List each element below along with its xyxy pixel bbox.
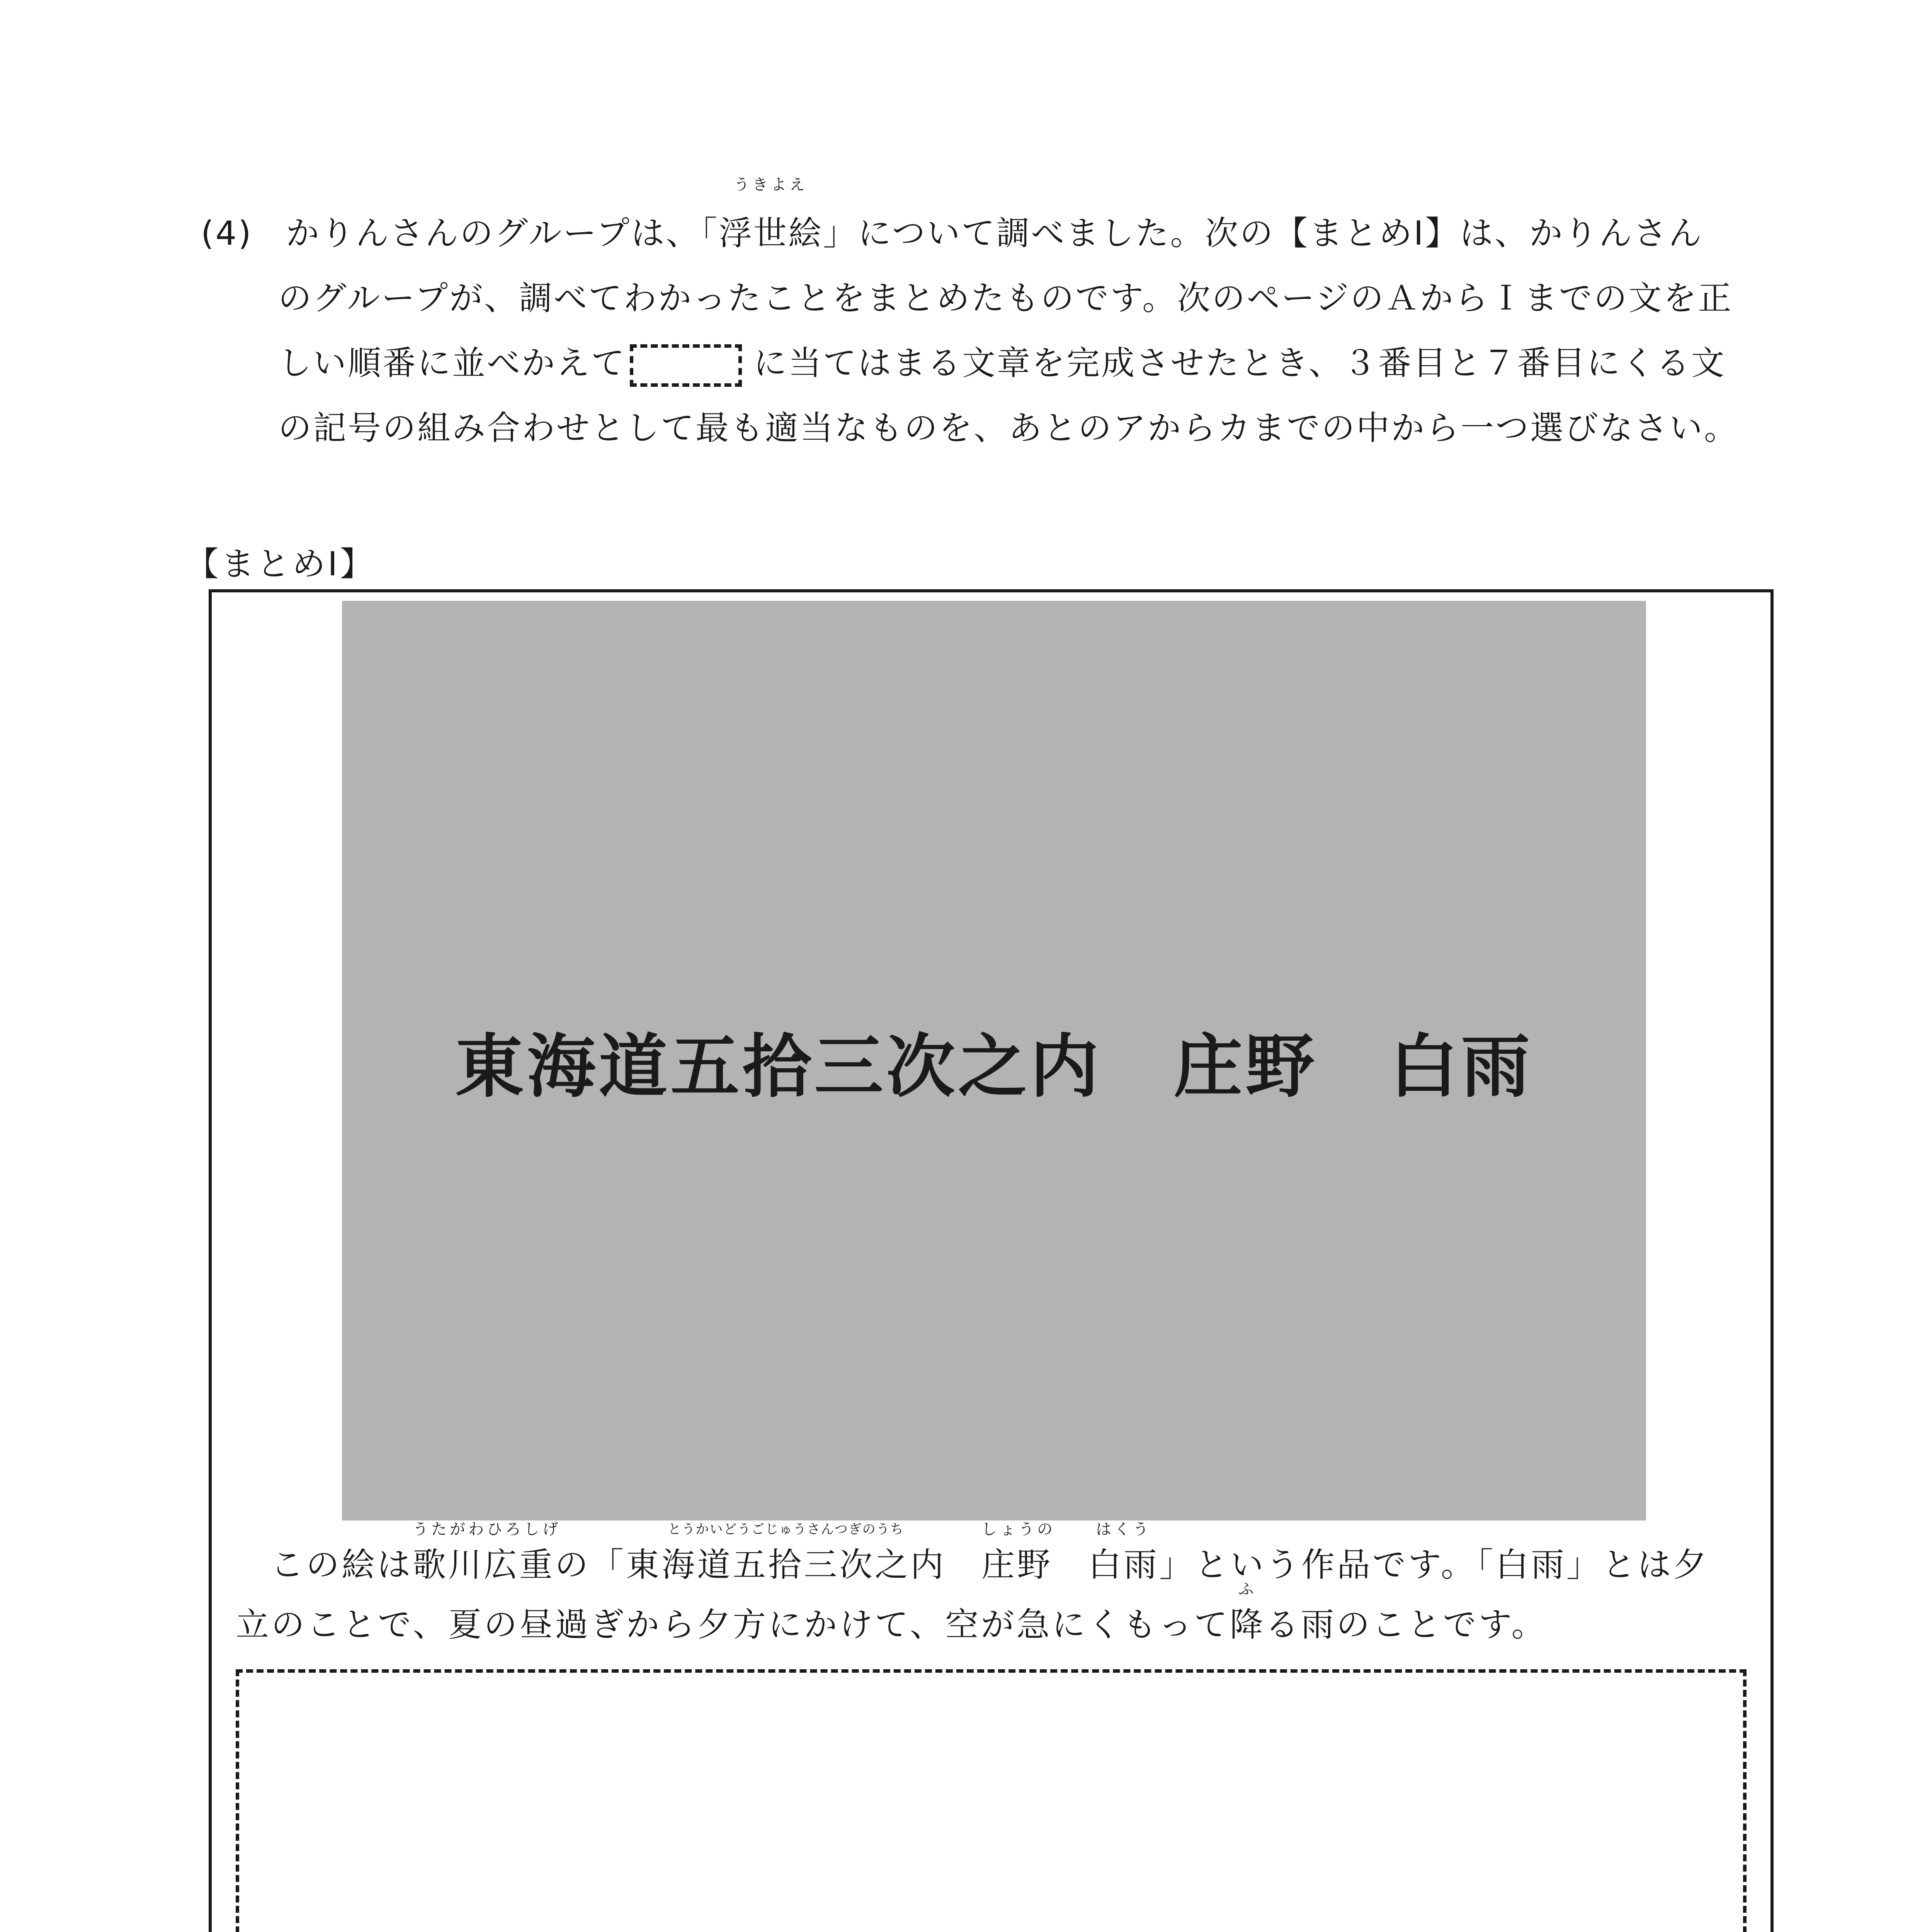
artwork-image-placeholder: [342, 601, 1646, 1520]
paragraph-1-line-1: [270, 1520, 1709, 1584]
p1-text-b: の「: [555, 1546, 626, 1584]
hakuu-ruby: [1088, 1520, 1159, 1584]
tokaido-furigana: とうかいどうごじゅうさんつぎのうち: [668, 1522, 904, 1537]
summary-heading: 【まとめⅠ】: [185, 545, 376, 583]
shono-furigana: しょうの: [981, 1520, 1056, 1538]
p1-text-d: [1053, 1546, 1088, 1584]
hakuu-word: 白雨: [1088, 1546, 1159, 1584]
question-line-1-before: かりんさんのグループは、「: [286, 214, 719, 253]
tokaido-word: 東海道五拾三次之内: [626, 1546, 946, 1584]
question-line-1-after: 」について調べました。次の【まとめⅠ】は、かりんさん: [823, 214, 1703, 253]
furu-furigana: ふ: [1238, 1580, 1257, 1598]
tokaido-ruby: [626, 1522, 946, 1584]
shono-ruby: [981, 1520, 1056, 1584]
hiroshige-word: 歌川広重: [413, 1546, 555, 1584]
hiroshige-furigana: うたがわひろしげ: [413, 1520, 561, 1538]
p1-text-e: 」という作品です。「白雨」とは夕: [1159, 1546, 1709, 1584]
p1-text-a: この絵は: [270, 1546, 413, 1584]
question-text: [201, 176, 1793, 461]
question-line-1: [201, 176, 1793, 266]
ukiyoe-furigana: うきよえ: [734, 176, 808, 194]
artwork-title: 東海道五拾三次之内 庄野 白雨: [455, 1027, 1533, 1107]
paragraph-1-line-2: [236, 1580, 1547, 1644]
question-line-4: の記号の組み合わせとして最も適当なものを、あとのアからカまでの中から一つ選びなさい。: [278, 409, 1739, 447]
p1-line2-text-a: 立のことで、夏の昼過ぎから夕方にかけて、空が急にくもって: [236, 1605, 1230, 1644]
hakuu-furigana: はくう: [1096, 1520, 1151, 1538]
ukiyoe-word: 浮世絵: [719, 214, 823, 253]
hiroshige-ruby: [413, 1520, 561, 1584]
furu-word: 降: [1230, 1605, 1265, 1644]
answer-blank-area: [236, 1669, 1747, 1932]
p1-line2-text-b: る雨のことです。: [1265, 1605, 1547, 1644]
question-line-3-before: しい順番に並べかえて: [278, 344, 626, 383]
p1-text-c: [946, 1546, 981, 1584]
question-line-3-after: に当てはまる文章を完成させたとき、３番目と７番目にくる文: [753, 344, 1726, 383]
ukiyoe-ruby: [719, 176, 823, 266]
question-line-3: [201, 331, 1793, 396]
furu-ruby: [1230, 1580, 1265, 1644]
shono-word: 庄野: [981, 1546, 1053, 1584]
question-line-2: のグループが、調べてわかったことをまとめたものです。次のページのＡからＩまでの文を正: [278, 279, 1733, 318]
question-number: (4): [201, 214, 253, 253]
inline-blank-box: [630, 344, 742, 387]
